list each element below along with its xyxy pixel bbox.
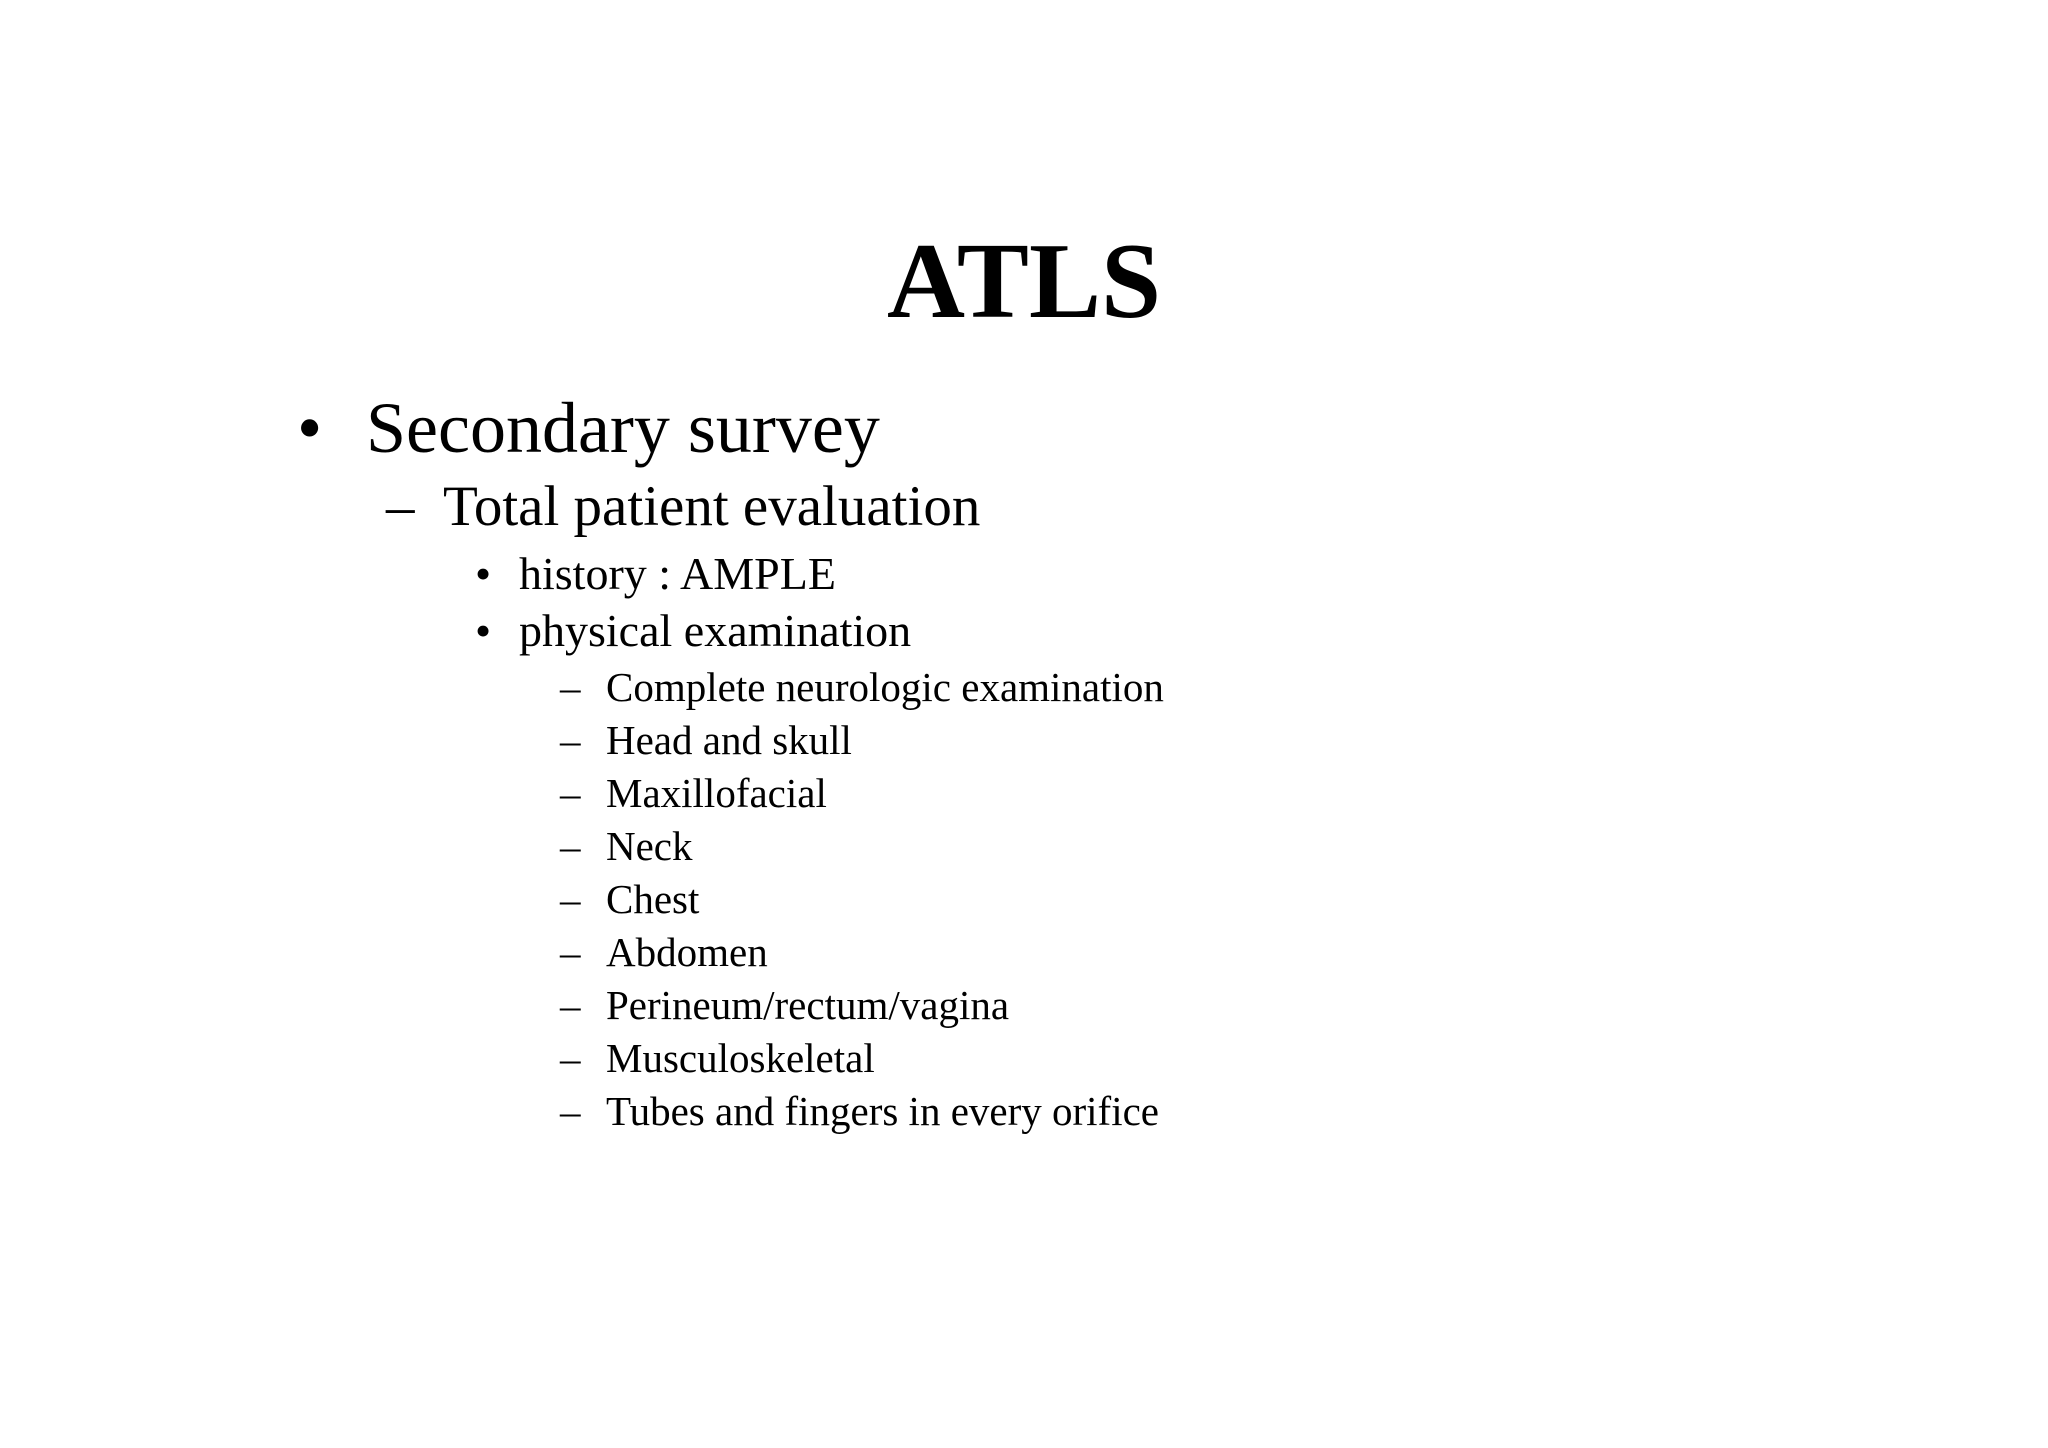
dash-marker: – [560,876,581,922]
dash-marker: – [386,475,415,538]
bullet-marker: • [475,605,492,656]
dash-marker: – [560,929,581,975]
sub-bullet-text: physical examination [519,605,912,656]
bullet-text: Secondary survey [366,388,880,468]
dash-marker: – [560,823,581,869]
exam-item-text: Tubes and fingers in every orifice [606,1088,1159,1134]
bullet-marker: • [297,388,323,468]
exam-item-text: Neck [606,823,693,869]
sub-bullet-text: history : AMPLE [519,548,836,599]
slide-title: ATLS [886,222,1162,341]
exam-item-text: Musculoskeletal [606,1035,875,1081]
exam-item-text: Perineum/rectum/vagina [606,982,1010,1028]
exam-item-text: Abdomen [606,929,768,975]
bullet-marker: • [475,548,492,599]
dash-marker: – [560,1088,581,1134]
dash-marker: – [560,1035,581,1081]
exam-item-text: Maxillofacial [606,770,827,816]
dash-marker: – [560,664,581,710]
exam-item-text: Chest [606,876,700,922]
dash-marker: – [560,982,581,1028]
dash-marker: – [560,770,581,816]
exam-item-text: Head and skull [606,717,852,763]
dash-marker: – [560,717,581,763]
exam-item-text: Complete neurologic examination [606,664,1164,710]
sub-item-text: Total patient evaluation [443,475,981,538]
